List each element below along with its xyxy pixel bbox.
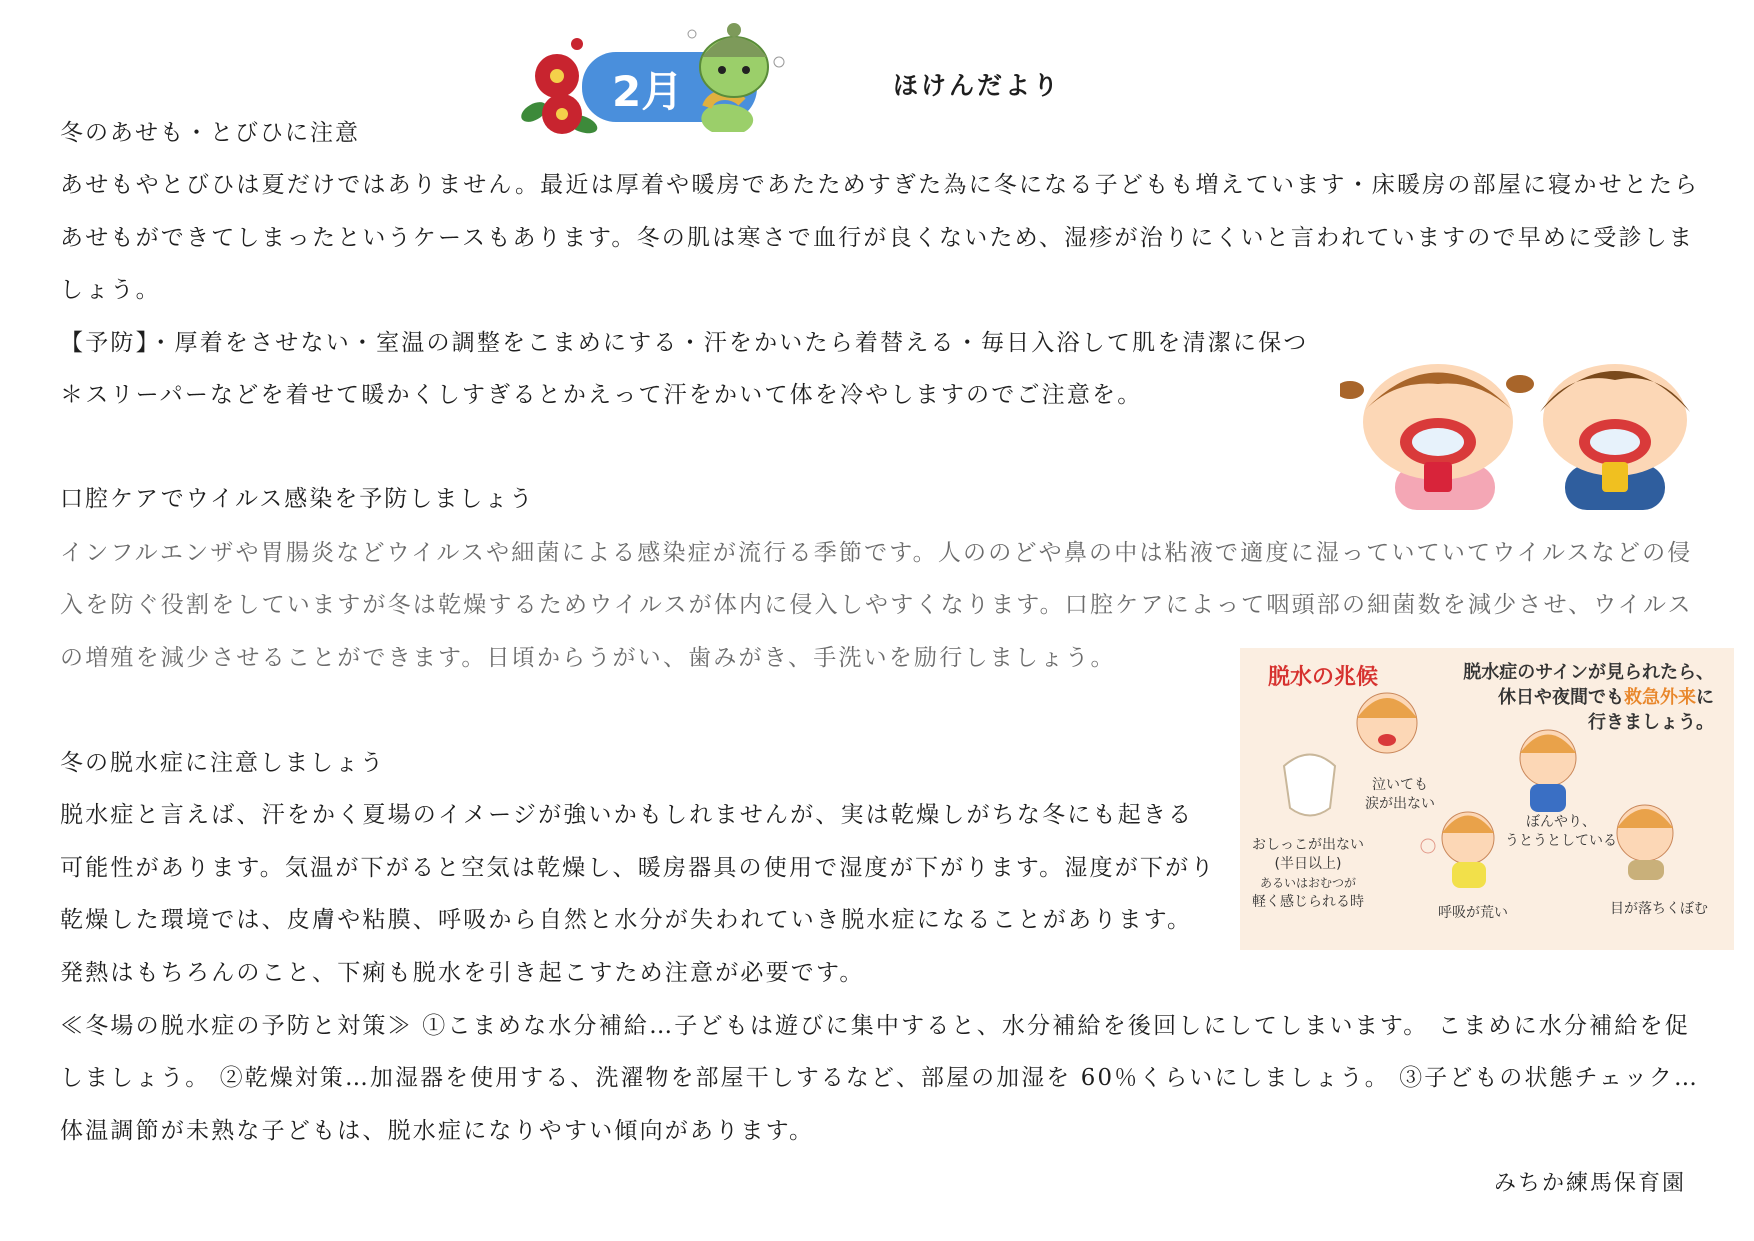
section-heading-oral-care: 口腔ケアでウイルス感染を予防しましょう — [60, 486, 535, 512]
body-line: 発熱はもちろんのこと、下痢も脱水を引き起こすため注意が必要です。 — [60, 960, 865, 986]
month-badge: 2月 — [612, 67, 684, 116]
dehydration-advice: 脱水症のサインが見られたら、 休日や夜間でも救急外来に 行きましょう。 — [1463, 662, 1714, 733]
drowsy-child-icon — [1520, 730, 1576, 812]
kids-gargling-illustration — [1340, 350, 1695, 510]
note-line: ＊スリーパーなどを着せて暖かくしすぎるとかえって汗をかいて体を冷やしますのでご注意を。 — [60, 382, 1143, 408]
prevention-measures-line: ≪冬場の脱水症の予防と対策≫ ①こまめな水分補給…子どもは遊びに集中すると、水分補給を後回しにしてしまいます。 こまめに水分補給を促 — [60, 1013, 1690, 1039]
dehydration-signs-card — [1240, 648, 1734, 950]
prevention-line: 【予防】・厚着をさせない・室温の調整をこまめにする・汗をかいたら着替える・毎日入浴して肌を清潔に保つ — [60, 330, 1309, 356]
body-line: 脱水症と言えば、汗をかく夏場のイメージが強いかもしれませんが、実は乾燥しがちな冬にも起きる — [60, 802, 1194, 828]
snake-mascot-icon — [688, 23, 784, 132]
sign-no-tears: 泣いても 涙が出ない — [1365, 777, 1435, 812]
boy-gargling-icon — [1540, 364, 1690, 510]
body-line: しょう。 — [60, 277, 161, 303]
prevention-measures-line: 体温調節が未熟な子どもは、脱水症になりやすい傾向があります。 — [60, 1118, 815, 1144]
sign-heavy-breathing: 呼吸が荒い — [1438, 905, 1508, 921]
section-heading-sweat-rash: 冬のあせも・とびひに注意 — [60, 120, 360, 146]
organization-name: みちか練馬保育園 — [1494, 1171, 1687, 1196]
sign-sunken-eyes: 目が落ちくぼむ — [1610, 901, 1708, 917]
heavy-breathing-child-icon — [1421, 812, 1494, 888]
body-line: あせもやとびひは夏だけではありません。最近は厚着や暖房であたためすぎた為に冬になる子どもも増えています・床暖房の部屋に寝かせとたら — [60, 172, 1700, 198]
february-banner-illustration — [512, 22, 812, 142]
body-line: 入を防ぐ役割をしていますが冬は乾燥するためウイルスが体内に侵入しやすくなります。口腔ケアによって咽頭部の細菌数を減少させ、ウイルス — [60, 592, 1693, 618]
body-line: の増殖を減少させることができます。日頃からうがい、歯みがき、手洗いを励行しましょう。 — [60, 645, 1116, 671]
diaper-icon — [1284, 755, 1335, 816]
girl-gargling-icon — [1340, 364, 1534, 510]
body-line: インフルエンザや胃腸炎などウイルスや細菌による感染症が流行る季節です。人ののどや鼻の中は粘液で適度に湿っていていてウイルスなどの侵 — [60, 540, 1693, 566]
prevention-measures-line: しましょう。 ②乾燥対策…加湿器を使用する、洗濯物を部屋干しするなど、部屋の加湿を 60％くらいにしましょう。 ③子どもの状態チェック… — [60, 1065, 1700, 1091]
newsletter-title: ほけんだより — [893, 71, 1062, 100]
crying-child-icon — [1357, 693, 1417, 753]
body-line: あせもができてしまったというケースもあります。冬の肌は寒さで血行が良くないため、湿疹が治りにくいと言われていますので早めに受診しま — [60, 225, 1695, 251]
sign-no-pee: おしっこが出ない (半日以上) あるいはおむつが 軽く感じられる時 — [1252, 837, 1364, 910]
dehydration-card-title: 脱水の兆候 — [1268, 665, 1379, 690]
body-line: 可能性があります。気温が下がると空気は乾燥し、暖房器具の使用で湿度が下がります。湿度が下がり — [60, 855, 1216, 881]
section-heading-dehydration: 冬の脱水症に注意しましょう — [60, 750, 385, 776]
body-line: 乾燥した環境では、皮膚や粘膜、呼吸から自然と水分が失われていき脱水症になることがあります。 — [60, 907, 1193, 933]
sunken-eyes-child-icon — [1617, 805, 1673, 880]
sign-listless: ぼんやり、 うとうとしている — [1505, 814, 1617, 849]
